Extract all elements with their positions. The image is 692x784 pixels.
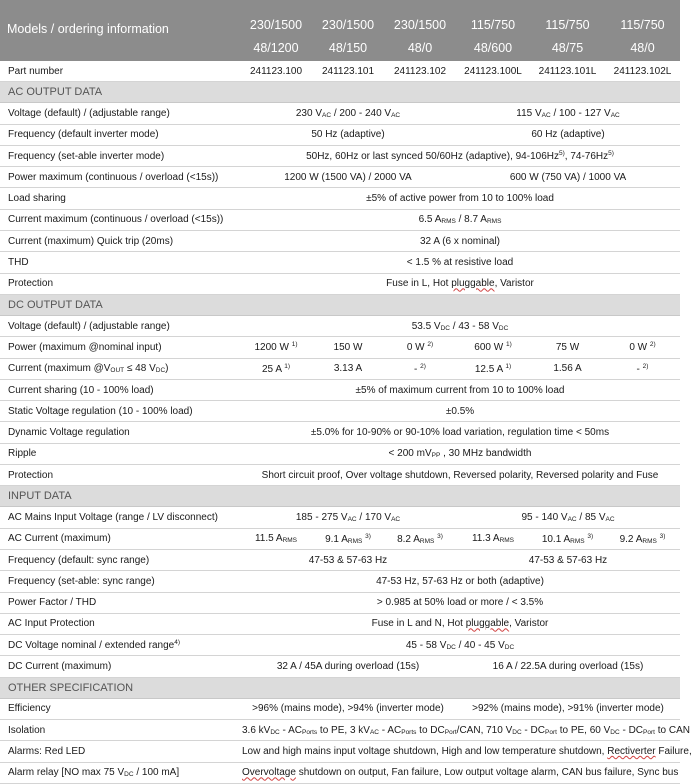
spec-row <box>0 571 680 592</box>
model-input-top: 230/1500 <box>240 0 312 35</box>
part-number: 241123.100L <box>456 61 530 82</box>
spec-row <box>0 698 680 719</box>
spec-row <box>0 103 680 124</box>
value-230v: 47-53 & 57-63 Hz <box>240 549 456 570</box>
value-115v: 115 $V_{AC} / 100 - 127$ $V_{AC}$ <box>456 103 680 124</box>
value-115v: 16 A / 22.5A during overload (15s) <box>456 656 680 677</box>
spec-row <box>0 422 680 443</box>
spec-row <box>0 549 680 570</box>
spec-row <box>0 401 680 422</box>
value-230v: 50 Hz (adaptive) <box>240 124 456 145</box>
row-label: Alarm relay [NO max 75 $V_{DC} / 100$ mA] <box>0 762 240 783</box>
row-label: Static Voltage regulation (10 - 100% load) <box>0 401 240 422</box>
value-all: Short circuit proof, Over voltage shutdown, Reversed polarity, Reversed polarity and Fuse <box>240 465 680 486</box>
row-label: THD <box>0 252 240 273</box>
value-115v: 95 - 140 $V_{AC} / 85$ $V_{AC}$ <box>456 507 680 528</box>
model-value: 9.1 $A_{RMS}$ $^{3)}$ <box>312 528 384 549</box>
part-number: 241123.102 <box>384 61 456 82</box>
row-label: Current sharing (10 - 100% load) <box>0 379 240 400</box>
row-label: Load sharing <box>0 188 240 209</box>
spec-row <box>0 762 680 783</box>
model-value: 0 W $^{2)}$ <box>605 337 680 358</box>
value-all <box>240 762 680 783</box>
part-number: 241123.101L <box>530 61 605 82</box>
model-value: 0 W $^{2)}$ <box>384 337 456 358</box>
value-115v: 600 W (750 VA) / 1000 VA <box>456 167 680 188</box>
row-label: Protection <box>0 465 240 486</box>
model-value: 150 W <box>312 337 384 358</box>
model-value: 3.13 A <box>312 358 384 379</box>
value-all: ±5.0% for 10-90% or 90-10% load variation, regulation time < 50ms <box>240 422 680 443</box>
model-output-bottom: 48/0 <box>384 35 456 61</box>
value-text: Failure, <box>655 745 692 757</box>
model-value: 8.2 $A_{RMS}$ $^{3)}$ <box>384 528 456 549</box>
spec-row <box>0 167 680 188</box>
value-all: 6.5 $A_{RMS} / 8.7$ $A_{RMS}$ <box>240 209 680 230</box>
spec-row <box>0 209 680 230</box>
value-all <box>240 273 680 294</box>
value-text: Low and high mains input voltage shutdown, High and low temperature shutdown, <box>242 745 608 757</box>
model-value: 75 W <box>530 337 605 358</box>
value-230v: 185 - 275 $V_{AC} / 170$ $V_{AC}$ <box>240 507 456 528</box>
row-label: DC Current (maximum) <box>0 656 240 677</box>
row-label: Current (maximum $@V_{OUT} \le 48$ $V_{DC}$) <box>0 358 240 379</box>
spec-row <box>0 379 680 400</box>
row-label: Voltage (default) / (adjustable range) <box>0 103 240 124</box>
row-label: Dynamic Voltage regulation <box>0 422 240 443</box>
model-value: 12.5 A $^{1)}$ <box>456 358 530 379</box>
value-115v: 60 Hz (adaptive) <box>456 124 680 145</box>
value-text: , Varistor <box>509 618 549 630</box>
section-title: AC OUTPUT DATA <box>0 82 680 103</box>
spellcheck-word: pluggable <box>451 278 495 290</box>
row-label: Power (maximum @nominal input) <box>0 337 240 358</box>
value-text: shutdown on output, Fan failure, Low output voltage alarm, CAN bus failure, Sync bus <box>295 767 679 779</box>
part-number: 241123.101 <box>312 61 384 82</box>
value-all <box>240 613 680 634</box>
value-230v: 1200 W (1500 VA) / 2000 VA <box>240 167 456 188</box>
part-number-row <box>0 61 680 82</box>
value-all: 50Hz, 60Hz or last synced 50/60Hz (adaptive), 94-106Hz$^{5)}$, 74-76Hz$^{5)}$ <box>240 145 680 166</box>
header-row-top <box>0 0 680 35</box>
spellcheck-word: Overvoltage <box>242 767 296 779</box>
model-value: 1200 W $^{1)}$ <box>240 337 312 358</box>
spec-row <box>0 465 680 486</box>
section-header-ac-output <box>0 82 680 103</box>
section-header-other <box>0 677 680 698</box>
spec-row <box>0 145 680 166</box>
value-all: ±0.5% <box>240 401 680 422</box>
model-value: 11.5 $A_{RMS}$ <box>240 528 312 549</box>
model-output-bottom: 48/1200 <box>240 35 312 61</box>
row-label: AC Mains Input Voltage (range / LV disconnect) <box>0 507 240 528</box>
model-output-bottom: 48/150 <box>312 35 384 61</box>
row-label: Frequency (default inverter mode) <box>0 124 240 145</box>
value-all: ±5% of active power from 10 to 100% load <box>240 188 680 209</box>
value-115v: >92% (mains mode), >91% (inverter mode) <box>456 698 680 719</box>
value-text: Fuse in L, Hot <box>386 278 452 290</box>
model-value: - $^{2)}$ <box>605 358 680 379</box>
value-all: < 1.5 % at resistive load <box>240 252 680 273</box>
spec-row <box>0 592 680 613</box>
value-all: 32 A (6 x nominal) <box>240 231 680 252</box>
spec-row <box>0 720 680 741</box>
section-header-input <box>0 486 680 507</box>
row-label: DC Voltage nominal / extended range$^{4)}$ <box>0 635 240 656</box>
spec-row <box>0 443 680 464</box>
value-all: 53.5 $V_{DC} / 43 - 58$ $V_{DC}$ <box>240 315 680 336</box>
value-all: < 200 $mV_{PP}$ , 30 MHz bandwidth <box>240 443 680 464</box>
value-230v: 230 $V_{AC} / 200 - 240$ $V_{AC}$ <box>240 103 456 124</box>
row-label: Current (maximum) Quick trip (20ms) <box>0 231 240 252</box>
value-all <box>240 741 692 762</box>
model-input-top: 230/1500 <box>312 0 384 35</box>
row-label: AC Input Protection <box>0 613 240 634</box>
row-label: Voltage (default) / (adjustable range) <box>0 315 240 336</box>
model-value: 25 A $^{1)}$ <box>240 358 312 379</box>
model-output-bottom: 48/0 <box>605 35 680 61</box>
part-number: 241123.100 <box>240 61 312 82</box>
value-115v: 47-53 & 57-63 Hz <box>456 549 680 570</box>
spec-row <box>0 656 680 677</box>
model-output-bottom: 48/75 <box>530 35 605 61</box>
model-output-bottom: 48/600 <box>456 35 530 61</box>
row-label: Part number <box>0 61 240 82</box>
section-title: DC OUTPUT DATA <box>0 294 680 315</box>
value-text: , Varistor <box>494 278 534 290</box>
model-input-top: 115/750 <box>456 0 530 35</box>
model-input-top: 115/750 <box>605 0 680 35</box>
model-input-top: 115/750 <box>530 0 605 35</box>
model-value: 11.3 $A_{RMS}$ <box>456 528 530 549</box>
value-all: 47-53 Hz, 57-63 Hz or both (adaptive) <box>240 571 680 592</box>
value-all: 45 - 58 $V_{DC} / 40 - 45$ $V_{DC}$ <box>240 635 680 656</box>
spec-row <box>0 231 680 252</box>
value-text: Fuse in L and N, Hot <box>371 618 466 630</box>
row-label: Frequency (set-able inverter mode) <box>0 145 240 166</box>
row-label: Ripple <box>0 443 240 464</box>
row-label: Power maximum (continuous / overload (<15s)) <box>0 167 240 188</box>
part-number: 241123.102L <box>605 61 680 82</box>
page-title: Models / ordering information <box>0 0 240 61</box>
row-label: Frequency (set-able: sync range) <box>0 571 240 592</box>
row-label: Efficiency <box>0 698 240 719</box>
spec-row <box>0 741 680 762</box>
value-all: 3.6 $kV_{DC} - AC_{Ports}$ to PE, 3 $kV_{AC} - AC_{Ports}$ to $DC_{Port}$/CAN, 710 $V_{DC} - DC_{Port}$ to PE, 60 $V_{DC} - DC_{Port}$ to CAN <box>240 720 680 741</box>
value-all: > 0.985 at 50% load or more / < 3.5% <box>240 592 680 613</box>
value-all: ±5% of maximum current from 10 to 100% load <box>240 379 680 400</box>
section-header-dc-output <box>0 294 680 315</box>
spec-row <box>0 315 680 336</box>
section-title: INPUT DATA <box>0 486 680 507</box>
row-label: Isolation <box>0 720 240 741</box>
model-value: 10.1 $A_{RMS}$ $^{3)}$ <box>530 528 605 549</box>
row-label: AC Current (maximum) <box>0 528 240 549</box>
spec-row <box>0 273 680 294</box>
row-label: Protection <box>0 273 240 294</box>
model-input-top: 230/1500 <box>384 0 456 35</box>
spellcheck-word: pluggable <box>465 618 510 630</box>
spec-row <box>0 635 680 656</box>
row-label: Power Factor / THD <box>0 592 240 613</box>
model-value: 1.56 A <box>530 358 605 379</box>
row-label: Frequency (default: sync range) <box>0 549 240 570</box>
spellcheck-word: Rectiverter <box>607 745 656 757</box>
value-230v: >96% (mains mode), >94% (inverter mode) <box>240 698 456 719</box>
value-230v: 32 A / 45A during overload (15s) <box>240 656 456 677</box>
spec-row <box>0 507 680 528</box>
spec-row <box>0 528 680 549</box>
spec-row <box>0 337 680 358</box>
spec-row <box>0 358 680 379</box>
spec-row <box>0 188 680 209</box>
spec-row <box>0 252 680 273</box>
row-label: Alarms: Red LED <box>0 741 240 762</box>
spec-row <box>0 124 680 145</box>
model-value: - $^{2)}$ <box>384 358 456 379</box>
model-value: 600 W $^{1)}$ <box>456 337 530 358</box>
section-title: OTHER SPECIFICATION <box>0 677 680 698</box>
row-label: Current maximum (continuous / overload (<15s)) <box>0 209 240 230</box>
spec-row <box>0 613 680 634</box>
model-value: 9.2 $A_{RMS}$ $^{3)}$ <box>605 528 680 549</box>
